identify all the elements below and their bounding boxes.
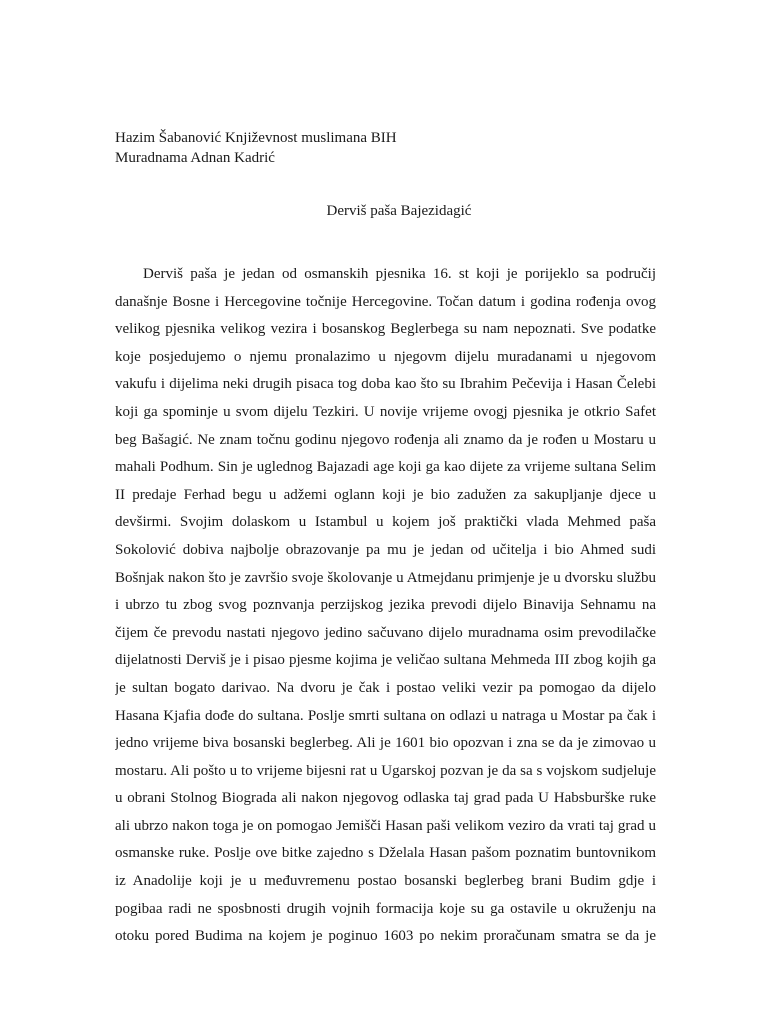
body-line: mahali Podhum. Sin je uglednog Bajazadi age koji ga kao dijete za vrijeme sultana Selim <box>115 459 656 476</box>
body-line: iz Anadolije koji je u međuvremenu postao bosanski beglerbeg brani Budim gdje i <box>115 873 656 890</box>
header-subject-line: Muradnama Adnan Kadrić <box>115 150 275 166</box>
body-line: devširmi. Svojim dolaskom u Istambul u kojem još praktički vlada Mehmed paša <box>115 514 656 531</box>
document-title: Derviš paša Bajezidagić <box>326 203 472 219</box>
body-line: Hasana Kjafia dođe do sultana. Poslje smrti sultana on odlazi u natraga u Mostar pa čak i <box>115 707 656 724</box>
body-line: Sokolović dobiva najbolje obrazovanje pa mu je jedan od učitelja i bio Ahmed sudi <box>115 541 656 558</box>
body-line: pogibaa radi ne sposbnosti drugih vojnih formacija koje su ga ostavile u okruženju na <box>115 900 656 917</box>
body-line: Derviš paša je jedan od osmanskih pjesnika 16. st koji je porijeklo sa područij <box>143 266 656 282</box>
body-line: i ubrzo tu zbog svog poznvanja perzijskog jezika prevodi dijelo Binavija Sehnamu na <box>115 597 656 614</box>
body-paragraph <box>115 261 656 951</box>
body-line: koje posjedujemo o njemu pronalazimo u njegovm dijelu muradanami u njegovom <box>115 348 656 365</box>
body-line: vakufu i dijelima neki drugih pisaca tog doba kao što su Ibrahim Pečevija i Hasan Čelebi <box>115 376 656 393</box>
body-line: Bošnjak nakon što je završio svoje školovanje u Atmejdanu primjenje je u dvorsku službu <box>115 569 656 586</box>
body-line: II predaje Ferhad begu u adžemi oglann koji je bio zadužen za sakupljanje djece u <box>115 486 656 503</box>
document-header <box>115 128 397 168</box>
body-line: velikog pjesnika velikog vezira i bosanskog Beglerbega su nam nepoznati. Sve podatke <box>115 321 656 338</box>
body-line: jedno vrijeme biva bosanski beglerbeg. Ali je 1601 bio opozvan i zna se da je zimovao u <box>115 735 656 752</box>
body-line: je sultan bogato darivao. Na dvoru je čak i postao veliki vezir pa pomogao da dijelo <box>115 679 656 696</box>
body-line: čijem če prevodu nastati njegovo jedino sačuvano dijelo muradnama osim prevodilačke <box>115 624 656 641</box>
body-line: beg Bašagić. Ne znam točnu godinu njegovo rođenja ali znamo da je rođen u Mostaru u <box>115 431 656 448</box>
body-line: dijelatnosti Derviš je i pisao pjesme kojima je veličao sultana Mehmeda III zbog kojih ga <box>115 652 656 669</box>
body-line: osmanske ruke. Poslje ove bitke zajedno s Dželala Hasan pašom poznatim buntovnikom <box>115 845 656 862</box>
body-line: mostaru. Ali pošto u to vrijeme bijesni rat u Ugarskoj pozvan je da sa s vojskom sudjeluje <box>115 762 656 779</box>
body-line: koji ga spominje u svom dijelu Tezkiri. U novije vrijeme ovogj pjesnika je otkrio Safet <box>115 403 656 420</box>
body-line: današnje Bosne i Hercegovine točnije Hercegovine. Točan datum i godina rođenja ovog <box>115 293 656 310</box>
body-line: u obrani Stolnog Biograda ali nakon njegovog odlaska taj grad pada U Habsburške ruke <box>115 790 656 807</box>
body-line: ali ubrzo nakon toga je on pomogao Jemišči Hasan paši velikom veziro da vrati taj grad u <box>115 817 656 834</box>
header-author-line: Hazim Šabanović Književnost muslimana BIH <box>115 130 397 146</box>
body-line: otoku pored Budima na kojem je poginuo 1603 po nekim proračunam smatra se da je <box>115 928 656 945</box>
